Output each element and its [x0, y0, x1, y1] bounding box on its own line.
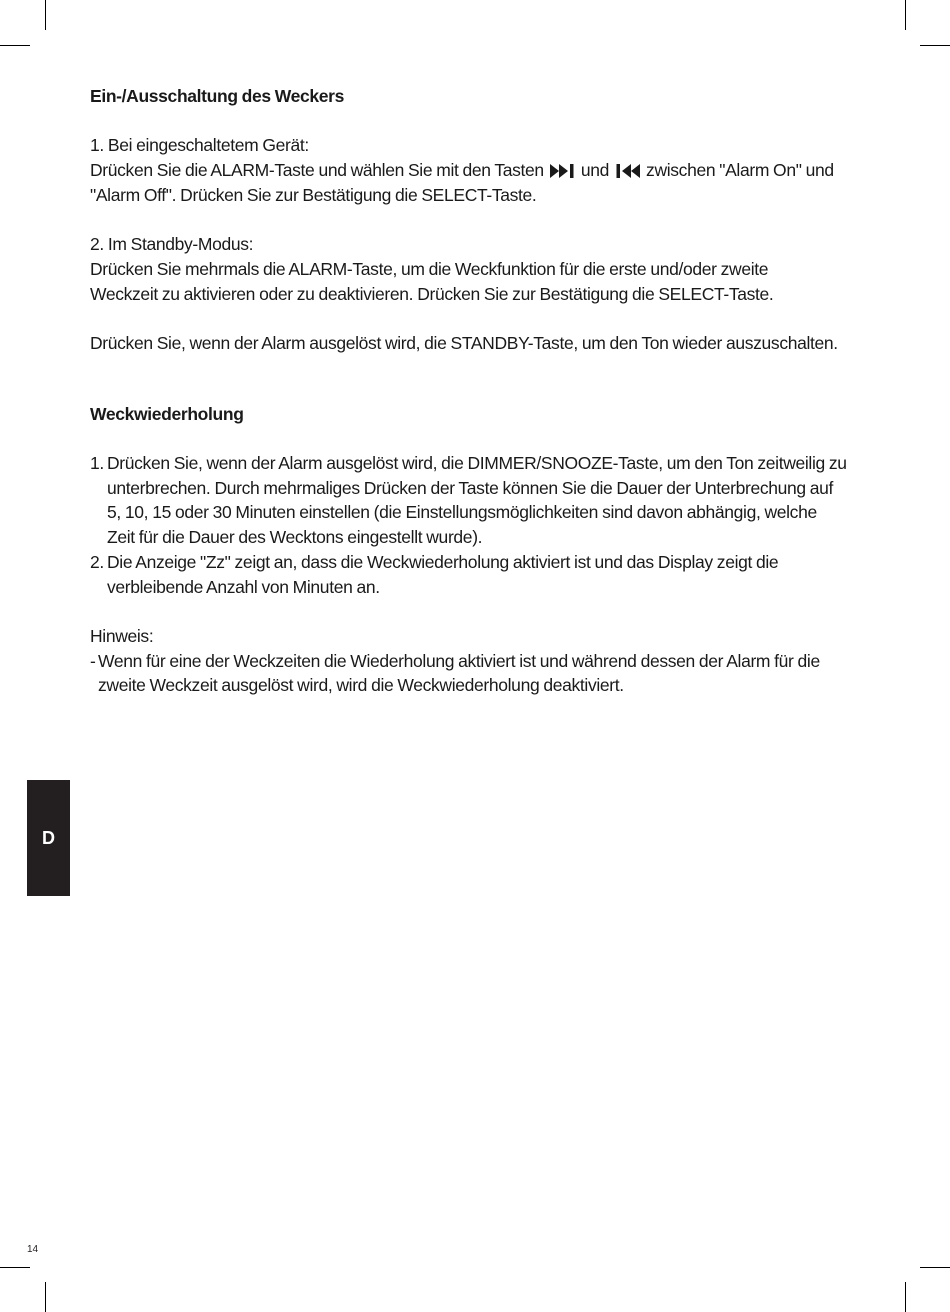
step1-text-line2: "Alarm Off". Drücken Sie zur Bestätigung die SELECT-Taste.	[90, 184, 537, 205]
step1-text-part3: zwischen "Alarm On" und	[646, 160, 834, 181]
list-item-line: Drücken Sie, wenn der Alarm ausgelöst wird, die DIMMER/SNOOZE-Taste, um den Ton zeitweilig zu	[107, 453, 847, 474]
note-label: Hinweis:	[90, 625, 154, 646]
snooze-steps-list	[90, 451, 870, 599]
skip-next-icon	[550, 164, 575, 178]
page-content	[90, 84, 870, 698]
standby-note: Drücken Sie, wenn der Alarm ausgelöst wird, die STANDBY-Taste, um den Ton wieder auszuschalten.	[90, 332, 838, 353]
language-tab	[27, 780, 70, 896]
crop-mark-top-right-h	[920, 45, 950, 46]
crop-mark-top-left-h	[0, 45, 30, 46]
step2-line2: Weckzeit zu aktivieren oder zu deaktivieren. Drücken Sie zur Bestätigung die SELECT-Taste.	[90, 283, 774, 304]
crop-mark-bottom-left-v	[45, 1282, 46, 1312]
note-dash: -	[90, 650, 96, 671]
page-number: 14	[27, 1244, 39, 1255]
note-line: Wenn für eine der Weckzeiten die Wiederholung aktiviert ist und während dessen der Alarm für die	[98, 650, 820, 671]
crop-mark-bottom-left-h	[0, 1267, 30, 1268]
step2-line1: Drücken Sie mehrmals die ALARM-Taste, um die Weckfunktion für die erste und/oder zweite	[90, 258, 769, 279]
skip-previous-icon	[615, 164, 640, 178]
list-item-line: Die Anzeige "Zz" zeigt an, dass die Weckwiederholung aktiviert ist und das Display zeigt die	[107, 551, 779, 572]
crop-mark-bottom-right-v	[905, 1282, 906, 1312]
list-item-number: 1.	[90, 453, 104, 474]
language-tab-label: D	[42, 827, 55, 848]
section-heading-alarm-onoff: Ein-/Ausschaltung des Weckers	[90, 86, 345, 106]
step1-text	[90, 158, 870, 183]
list-item-line: verbleibende Anzahl von Minuten an.	[107, 576, 380, 597]
list-item-number: 2.	[90, 551, 104, 572]
crop-mark-top-right-v	[905, 0, 906, 30]
crop-mark-bottom-right-h	[920, 1267, 950, 1268]
list-item-line: unterbrechen. Durch mehrmaliges Drücken der Taste können Sie die Dauer der Unterbrechung auf	[107, 477, 834, 498]
crop-mark-top-left-v	[45, 0, 46, 30]
list-item-line: 5, 10, 15 oder 30 Minuten einstellen (die Einstellungsmöglichkeiten sind davon abhängig, welche	[107, 502, 817, 523]
step1-title: 1. Bei eingeschaltetem Gerät:	[90, 135, 309, 156]
list-item-line: Zeit für die Dauer des Wecktons eingestellt wurde).	[107, 527, 483, 548]
section-heading-snooze: Weckwiederholung	[90, 403, 244, 424]
note-line: zweite Weckzeit ausgelöst wird, wird die Weckwiederholung deaktiviert.	[98, 675, 624, 696]
list-item	[90, 451, 870, 550]
list-item	[90, 550, 870, 599]
step2-title: 2. Im Standby-Modus:	[90, 234, 254, 255]
step1-text-part1: Drücken Sie die ALARM-Taste und wählen Sie mit den Tasten	[90, 160, 544, 181]
note-item	[90, 649, 870, 698]
step1-text-part2: und	[580, 160, 610, 181]
